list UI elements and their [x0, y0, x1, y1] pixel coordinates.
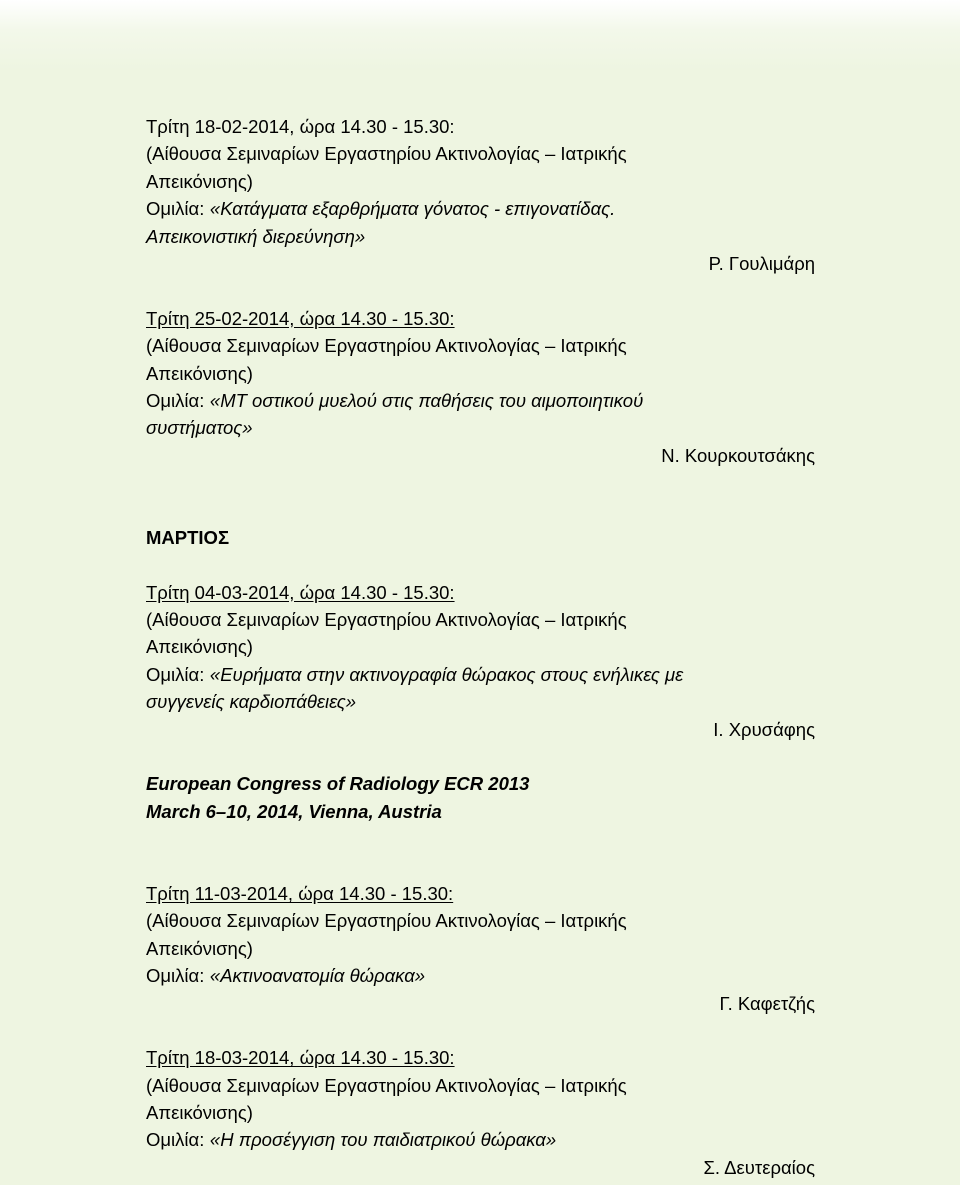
event-date: Τρίτη 18-03-2014, ώρα 14.30 - 15.30: [146, 1047, 455, 1069]
talk-label: Ομιλία: [146, 198, 205, 220]
event-venue-line: Απεικόνισης) [146, 636, 253, 658]
blank-line [146, 853, 815, 880]
speaker-name: Γ. Καφετζής [719, 992, 815, 1014]
blank-line [146, 551, 815, 578]
seminar-schedule [146, 113, 815, 1181]
event-date: Τρίτη 04-03-2014, ώρα 14.30 - 15.30: [146, 581, 455, 603]
talk-label: Ομιλία: [146, 965, 205, 987]
event-venue-line: Απεικόνισης) [146, 937, 253, 959]
speaker-name: Ι. Χρυσάφης [713, 718, 815, 740]
speaker-name: Σ. Δευτεραίος [703, 1156, 815, 1178]
event-venue-line: (Αίθουσα Σεμιναρίων Εργαστηρίου Ακτινολογίας – Ιατρικής [146, 1074, 627, 1096]
congress-title: European Congress of Radiology ECR 2013 [146, 773, 530, 795]
event-talk-line [146, 195, 815, 222]
event-venue-line: (Αίθουσα Σεμιναρίων Εργαστηρίου Ακτινολογίας – Ιατρικής [146, 335, 627, 357]
blank-line [146, 825, 815, 852]
event-venue-line: (Αίθουσα Σεμιναρίων Εργαστηρίου Ακτινολογίας – Ιατρικής [146, 910, 627, 932]
event-date-line [146, 1044, 815, 1071]
talk-title: «Η προσέγγιση του παιδιατρικού θώρακα» [209, 1129, 557, 1151]
talk-title: «ΜΤ οστικού μυελού στις παθήσεις του αιμοποιητικού [209, 389, 644, 411]
blank-line [146, 743, 815, 770]
event-talk-line [146, 661, 815, 688]
speaker-name: Ρ. Γουλιμάρη [708, 252, 815, 274]
event-date-line [146, 305, 815, 332]
talk-label: Ομιλία: [146, 663, 205, 685]
month-heading: ΜΑΡΤΙΟΣ [146, 526, 230, 548]
event-date-line [146, 579, 815, 606]
event-venue-line: Απεικόνισης) [146, 362, 253, 384]
talk-title-continued: Απεικονιστική διερεύνηση» [146, 225, 366, 247]
event-date-line [146, 880, 815, 907]
event-talk-line [146, 1126, 815, 1153]
event-date: Τρίτη 25-02-2014, ώρα 14.30 - 15.30: [146, 307, 455, 329]
event-date: Τρίτη 11-03-2014, ώρα 14.30 - 15.30: [146, 882, 454, 904]
talk-title-continued: συστήματος» [146, 417, 253, 439]
talk-title-continued: συγγενείς καρδιοπάθειες» [146, 691, 357, 713]
talk-title: «Ακτινοανατομία θώρακα» [209, 965, 426, 987]
event-venue-line: Απεικόνισης) [146, 170, 253, 192]
event-date-line [146, 113, 815, 140]
blank-line [146, 496, 815, 523]
blank-line [146, 469, 815, 496]
event-talk-line [146, 962, 815, 989]
event-talk-line [146, 387, 815, 414]
speaker-name: Ν. Κουρκουτσάκης [661, 444, 815, 466]
talk-label: Ομιλία: [146, 389, 205, 411]
talk-label: Ομιλία: [146, 1129, 205, 1151]
blank-line [146, 277, 815, 304]
blank-line [146, 1017, 815, 1044]
event-venue-line: (Αίθουσα Σεμιναρίων Εργαστηρίου Ακτινολογίας – Ιατρικής [146, 609, 627, 631]
congress-dates: March 6–10, 2014, Vienna, Austria [146, 800, 442, 822]
talk-title: «Κατάγματα εξαρθρήματα γόνατος - επιγονατίδας. [209, 198, 616, 220]
event-date: Τρίτη 18-02-2014, ώρα 14.30 - 15.30: [146, 116, 455, 137]
talk-title: «Ευρήματα στην ακτινογραφία θώρακος στους ενήλικες με [209, 663, 684, 685]
event-venue-line: Απεικόνισης) [146, 1102, 253, 1124]
event-venue-line: (Αίθουσα Σεμιναρίων Εργαστηρίου Ακτινολογίας – Ιατρικής [146, 143, 627, 165]
